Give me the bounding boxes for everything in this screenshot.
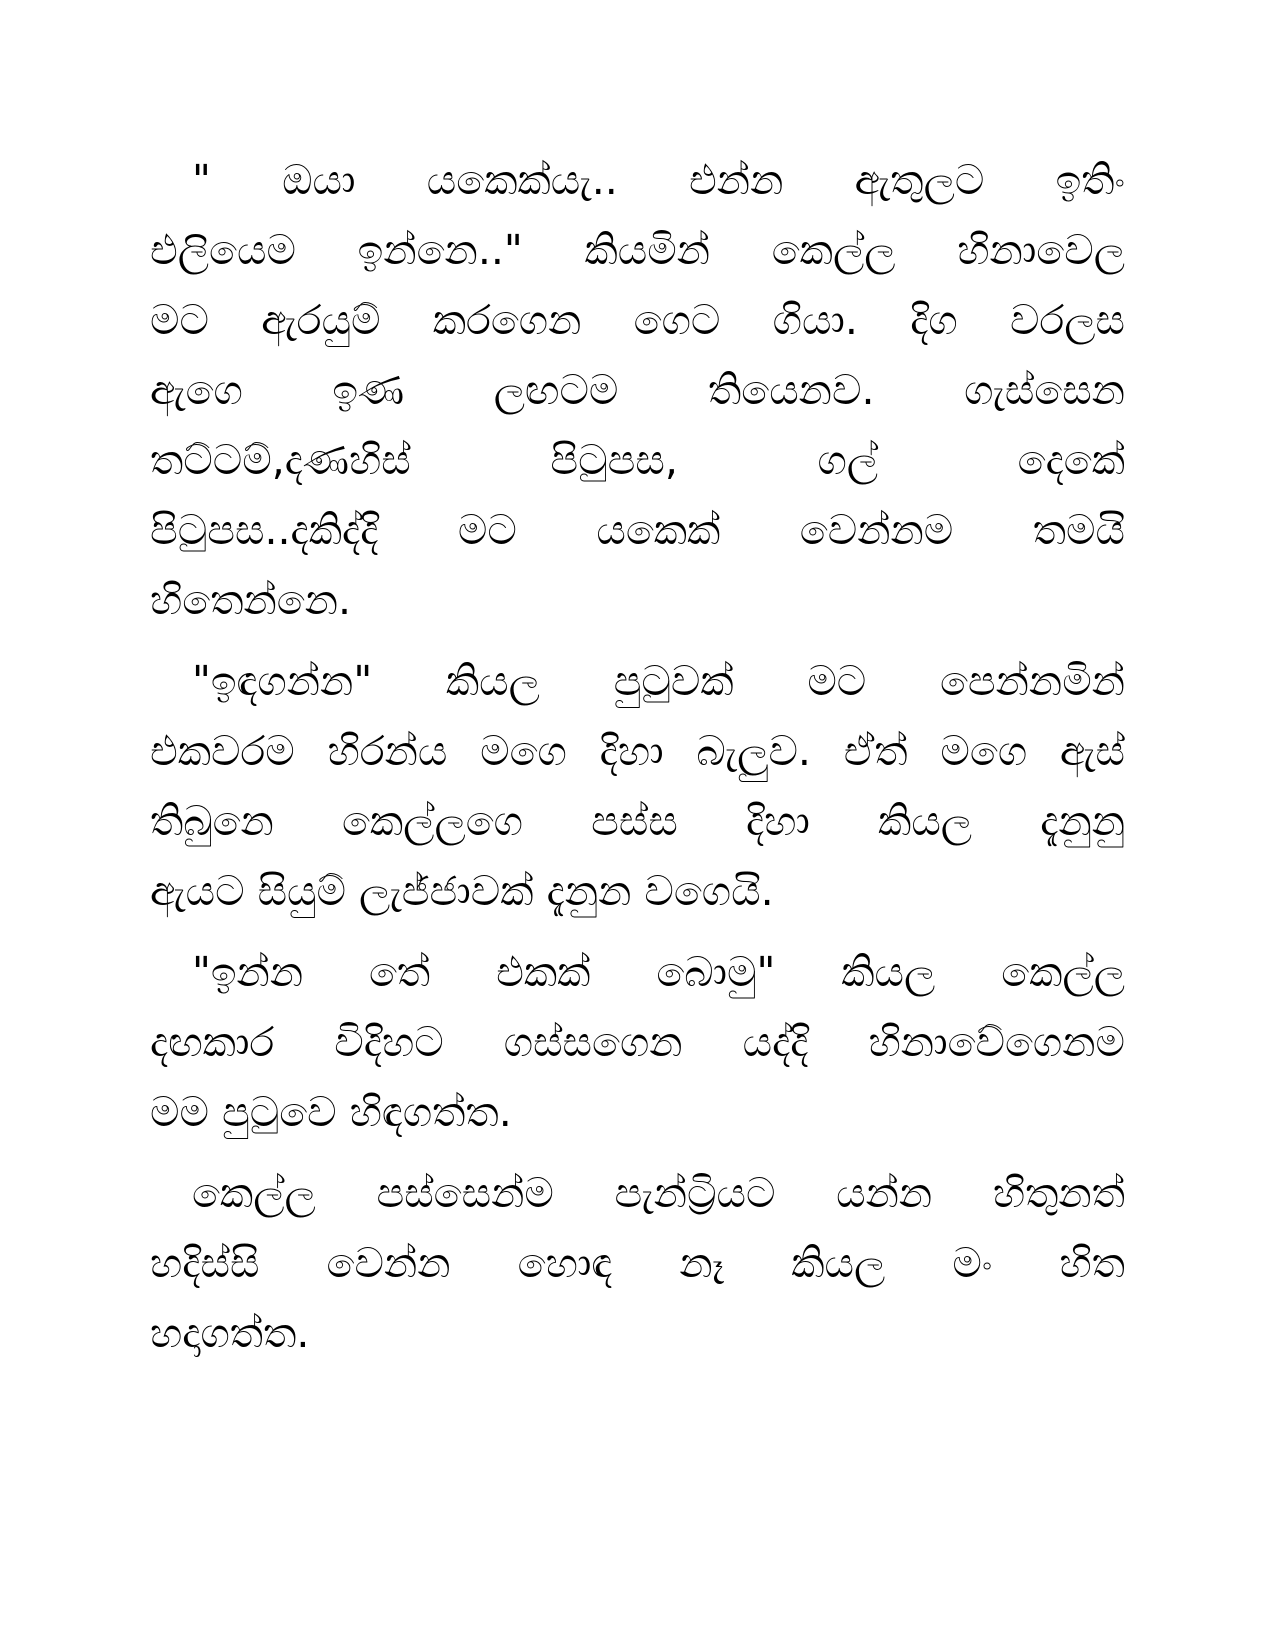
text-line: හිතෙන්නෙ. [150,576,352,624]
paragraph-2 [150,646,1125,926]
text-line: මට ඇරයුම් කරගෙන ගෙට ගියා. දිග වරලස [150,296,1125,344]
paragraph-4 [150,1158,1125,1368]
text-line: " ඔයා යකෙක්යැ.. එන්න ඇතුලට ඉතිං [192,156,1125,204]
text-line: "ඉන්න තේ එකක් බොමු" කියල කෙල්ල [192,948,1125,996]
text-line: "ඉඳගන්න" කියල පුටුවක් මට පෙන්නමින් [192,657,1125,705]
text-line: ඇයට සියුම් ලැජ්ජාවක් දැනුන වගෙයි. [150,867,774,915]
text-line: ඇගෙ ඉණ ලඟටම තියෙනව. ගැස්සෙන [150,366,1125,414]
text-line: එලියෙම ඉන්නෙ.." කියමින් කෙල්ල හිනාවෙල [150,226,1125,274]
paragraph-3 [150,937,1125,1147]
text-line: එකවරම හිරන්ය මගෙ දිහා බැලුව. ඒත් මගෙ ඇස් [150,727,1125,775]
text-line: තට්ටම්,දණහිස් පිටුපස, ගල් දෙකේ [150,436,1125,484]
text-line: තිබුනෙ කෙල්ලගෙ පස්ස දිහා කියල දැනුනු [150,797,1125,845]
text-line: හදාගත්ත. [150,1309,310,1357]
text-line: කෙල්ල පස්සෙන්ම පැන්ට්‍රියට යන්න හිතුනත් [192,1169,1125,1217]
text-line: හදිස්සි වෙන්න හොඳ නෑ කියල මං හිත [150,1239,1125,1287]
text-line: දඟකාර විදිහට ගස්සගෙන යද්දි හිනාවේගෙනම [150,1018,1125,1066]
story-text [150,145,1125,1379]
text-line: මම පුටුවෙ හිඳගත්ත. [150,1088,512,1136]
paragraph-1 [150,145,1125,635]
text-line: පිටුපස..දකිද්දි මට යකෙක් වෙන්නම තමයි [150,506,1125,554]
